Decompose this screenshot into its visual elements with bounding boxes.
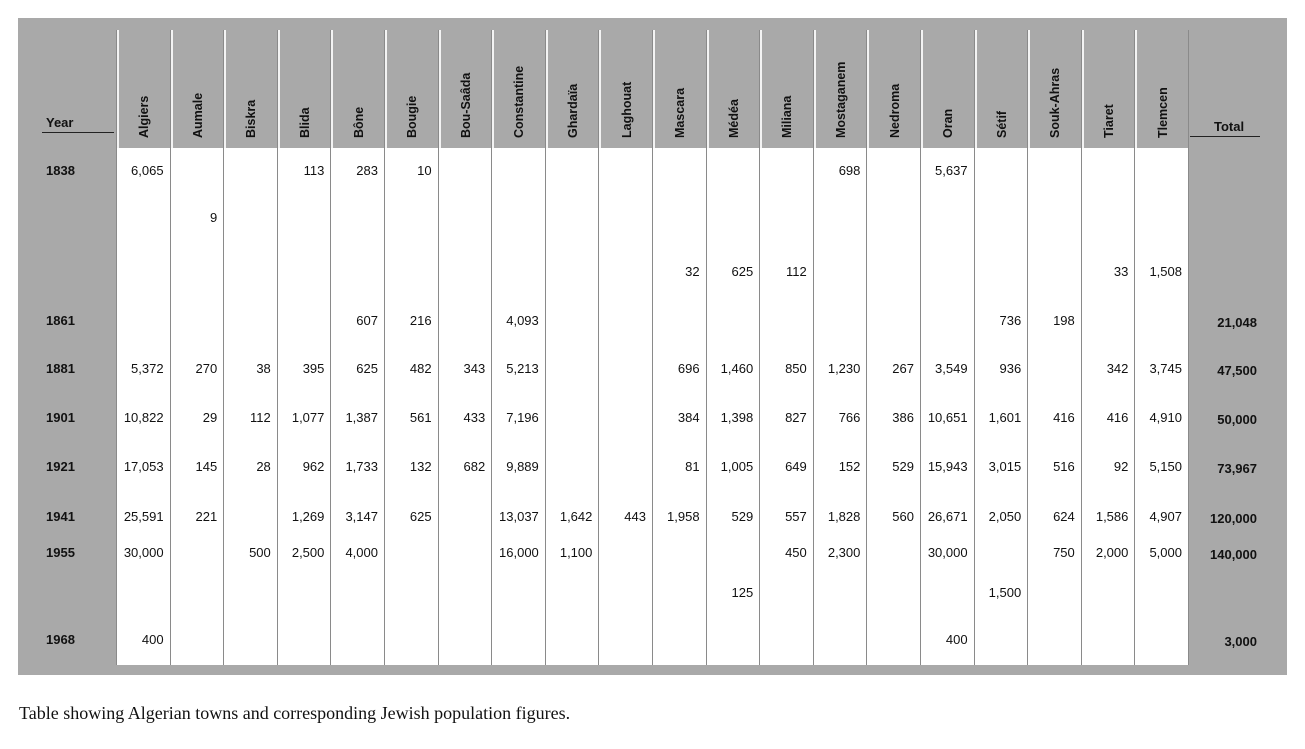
town-column-header xyxy=(385,30,438,148)
total-value: 47,500 xyxy=(1217,363,1257,378)
population-cell: 5,150 xyxy=(1149,459,1182,474)
population-cell: 624 xyxy=(1053,509,1075,524)
population-cell: 1,508 xyxy=(1149,264,1182,279)
population-cell: 1,601 xyxy=(988,410,1022,425)
population-cell: 682 xyxy=(463,459,486,474)
population-cell: 132 xyxy=(409,459,432,474)
town-column-header xyxy=(975,30,1028,148)
population-cell: 384 xyxy=(677,410,700,425)
population-cell: 936 xyxy=(999,361,1022,376)
town-column xyxy=(438,30,493,665)
total-header-underline xyxy=(1190,136,1260,137)
population-cell: 6,065 xyxy=(131,163,164,178)
total-value: 73,967 xyxy=(1217,461,1257,476)
population-cell: 5,213 xyxy=(506,361,539,376)
population-cell: 3,549 xyxy=(935,361,968,376)
population-cell: 1,828 xyxy=(827,509,861,524)
population-cell: 560 xyxy=(892,509,914,524)
population-cell: 750 xyxy=(1053,545,1075,560)
population-cell: 529 xyxy=(892,459,914,474)
town-column xyxy=(223,30,278,665)
town-column-header xyxy=(1082,30,1135,148)
town-name: Bou-Saâda xyxy=(458,72,473,138)
population-cell: 962 xyxy=(302,459,325,474)
population-cell: 1,460 xyxy=(720,361,754,376)
population-cell: 15,943 xyxy=(927,459,968,474)
town-column-header xyxy=(331,30,384,148)
population-cell: 1,586 xyxy=(1095,509,1129,524)
population-cell: 145 xyxy=(195,459,218,474)
town-column xyxy=(598,30,653,665)
town-column xyxy=(277,30,332,665)
population-cell: 827 xyxy=(785,410,807,425)
population-cell: 342 xyxy=(1106,361,1129,376)
population-cell: 2,300 xyxy=(827,545,861,560)
town-column xyxy=(974,30,1029,665)
town-column-header xyxy=(653,30,706,148)
town-name: Bône xyxy=(351,106,366,138)
year-label: 1921 xyxy=(46,459,75,474)
town-column-header xyxy=(224,30,277,148)
population-cell: 561 xyxy=(409,410,432,425)
town-column xyxy=(813,30,868,665)
population-cell: 1,387 xyxy=(345,410,378,425)
population-cell: 29 xyxy=(202,410,218,425)
population-cell: 400 xyxy=(945,632,968,647)
population-cell: 416 xyxy=(1106,410,1129,425)
town-column-header xyxy=(117,30,170,148)
town-column xyxy=(545,30,600,665)
population-cell: 4,907 xyxy=(1149,509,1182,524)
population-cell: 649 xyxy=(785,459,807,474)
population-cell: 33 xyxy=(1113,264,1129,279)
population-cell: 607 xyxy=(356,313,378,328)
total-header: Total xyxy=(1214,119,1245,134)
population-cell: 625 xyxy=(356,361,378,376)
year-label: 1968 xyxy=(46,632,75,647)
town-column-header xyxy=(1135,30,1188,148)
town-name: Ghardaïa xyxy=(566,83,581,138)
town-column-header xyxy=(439,30,492,148)
population-cell: 5,637 xyxy=(935,163,968,178)
population-cell: 1,005 xyxy=(720,459,754,474)
population-cell: 9,889 xyxy=(506,459,539,474)
town-column-header xyxy=(867,30,920,148)
year-label: 1901 xyxy=(46,410,75,425)
year-header-underline xyxy=(42,132,114,133)
town-name: Algiers xyxy=(137,95,152,138)
population-cell: 433 xyxy=(463,410,486,425)
population-cell: 625 xyxy=(409,509,432,524)
population-cell: 283 xyxy=(356,163,378,178)
population-cell: 625 xyxy=(731,264,754,279)
total-value: 120,000 xyxy=(1210,511,1257,526)
population-cell: 221 xyxy=(195,509,218,524)
population-cell: 10,651 xyxy=(927,410,968,425)
population-cell: 4,000 xyxy=(345,545,378,560)
population-cell: 443 xyxy=(624,509,646,524)
population-cell: 4,093 xyxy=(506,313,539,328)
population-cell: 1,230 xyxy=(827,361,861,376)
population-cell: 152 xyxy=(838,459,861,474)
population-cell: 9 xyxy=(209,210,218,225)
population-cell: 395 xyxy=(302,361,325,376)
town-name: Tlemcen xyxy=(1155,87,1170,138)
town-column xyxy=(330,30,385,665)
population-cell: 25,591 xyxy=(123,509,164,524)
population-cell: 516 xyxy=(1053,459,1075,474)
town-column xyxy=(384,30,439,665)
town-column-header xyxy=(599,30,652,148)
town-name: Nedroma xyxy=(887,83,902,138)
town-column-header xyxy=(921,30,974,148)
town-name: Sétif xyxy=(994,110,1009,138)
population-cell: 400 xyxy=(141,632,164,647)
total-value: 140,000 xyxy=(1210,547,1257,562)
year-label: 1881 xyxy=(46,361,75,376)
town-name: Biskra xyxy=(244,99,259,138)
town-name: Blida xyxy=(298,107,313,138)
population-cell: 16,000 xyxy=(499,545,539,560)
town-column xyxy=(116,30,171,665)
population-cell: 3,147 xyxy=(345,509,378,524)
total-value: 50,000 xyxy=(1217,412,1257,427)
town-name: Souk-Ahras xyxy=(1048,67,1063,138)
town-column xyxy=(706,30,761,665)
population-cell: 17,053 xyxy=(123,459,164,474)
town-column-header xyxy=(760,30,813,148)
population-cell: 38 xyxy=(256,361,271,376)
population-cell: 696 xyxy=(677,361,700,376)
population-cell: 4,910 xyxy=(1149,410,1182,425)
total-value: 21,048 xyxy=(1217,315,1257,330)
town-name: Médéa xyxy=(726,99,741,138)
population-cell: 198 xyxy=(1053,313,1075,328)
population-cell: 1,733 xyxy=(345,459,378,474)
population-cell: 343 xyxy=(463,361,486,376)
town-column-header xyxy=(707,30,760,148)
population-cell: 2,050 xyxy=(988,509,1022,524)
population-cell: 1,500 xyxy=(988,585,1022,600)
population-cell: 386 xyxy=(892,410,914,425)
population-cell: 28 xyxy=(256,459,271,474)
population-cell: 1,077 xyxy=(291,410,325,425)
population-cell: 7,196 xyxy=(506,410,539,425)
population-cell: 766 xyxy=(838,410,861,425)
town-column xyxy=(920,30,975,665)
population-cell: 216 xyxy=(409,313,432,328)
population-cell: 267 xyxy=(892,361,914,376)
population-cell: 2,500 xyxy=(291,545,325,560)
town-column-header xyxy=(1028,30,1081,148)
year-label: 1955 xyxy=(46,545,75,560)
town-name: Miliana xyxy=(780,95,795,138)
population-cell: 112 xyxy=(250,410,271,425)
population-cell: 32 xyxy=(685,264,700,279)
population-cell: 416 xyxy=(1053,410,1075,425)
town-column xyxy=(652,30,707,665)
town-column xyxy=(866,30,921,665)
population-cell: 10,822 xyxy=(123,410,164,425)
town-column xyxy=(491,30,546,665)
town-name: Tiaret xyxy=(1102,104,1117,138)
town-name: Aumale xyxy=(190,92,205,138)
population-cell: 3,015 xyxy=(988,459,1022,474)
population-cell: 482 xyxy=(409,361,432,376)
population-cell: 1,100 xyxy=(559,545,593,560)
town-column-header xyxy=(814,30,867,148)
population-cell: 2,000 xyxy=(1095,545,1129,560)
town-name: Oran xyxy=(941,108,956,138)
year-label: 1941 xyxy=(46,509,75,524)
population-cell: 10 xyxy=(417,163,432,178)
town-column xyxy=(1134,30,1189,665)
town-column-header xyxy=(546,30,599,148)
town-column xyxy=(1027,30,1082,665)
population-cell: 5,372 xyxy=(131,361,164,376)
town-column-header xyxy=(171,30,224,148)
population-table xyxy=(18,18,1287,675)
population-cell: 113 xyxy=(303,163,325,178)
population-cell: 270 xyxy=(195,361,218,376)
population-cell: 92 xyxy=(1113,459,1129,474)
population-cell: 5,000 xyxy=(1149,545,1182,560)
population-cell: 500 xyxy=(249,545,271,560)
town-name: Constantine xyxy=(512,65,527,138)
town-name: Mostaganem xyxy=(834,61,849,138)
town-column-header xyxy=(492,30,545,148)
town-name: Mascara xyxy=(673,87,688,138)
population-cell: 1,958 xyxy=(667,509,700,524)
population-cell: 529 xyxy=(731,509,754,524)
population-cell: 13,037 xyxy=(499,509,539,524)
population-cell: 30,000 xyxy=(927,545,968,560)
population-cell: 112 xyxy=(786,264,807,279)
year-label: 1838 xyxy=(46,163,75,178)
population-cell: 1,269 xyxy=(291,509,325,524)
total-value: 3,000 xyxy=(1224,634,1257,649)
population-cell: 125 xyxy=(731,585,754,600)
population-cell: 557 xyxy=(785,509,807,524)
population-cell: 736 xyxy=(999,313,1022,328)
population-cell: 30,000 xyxy=(123,545,164,560)
table-caption: Table showing Algerian towns and corresponding Jewish population figures. xyxy=(19,703,571,723)
year-header: Year xyxy=(46,115,74,130)
town-column xyxy=(1081,30,1136,665)
population-cell: 850 xyxy=(785,361,807,376)
population-cell: 1,642 xyxy=(559,509,593,524)
population-cell: 1,398 xyxy=(720,410,754,425)
year-label: 1861 xyxy=(46,313,75,328)
town-column xyxy=(170,30,225,665)
population-cell: 81 xyxy=(685,459,700,474)
town-name: Laghouat xyxy=(619,81,634,138)
town-column xyxy=(759,30,814,665)
town-name: Bougie xyxy=(405,95,420,138)
population-cell: 26,671 xyxy=(927,509,968,524)
population-cell: 3,745 xyxy=(1149,361,1182,376)
population-cell: 450 xyxy=(785,545,807,560)
town-column-header xyxy=(278,30,331,148)
population-cell: 698 xyxy=(838,163,861,178)
